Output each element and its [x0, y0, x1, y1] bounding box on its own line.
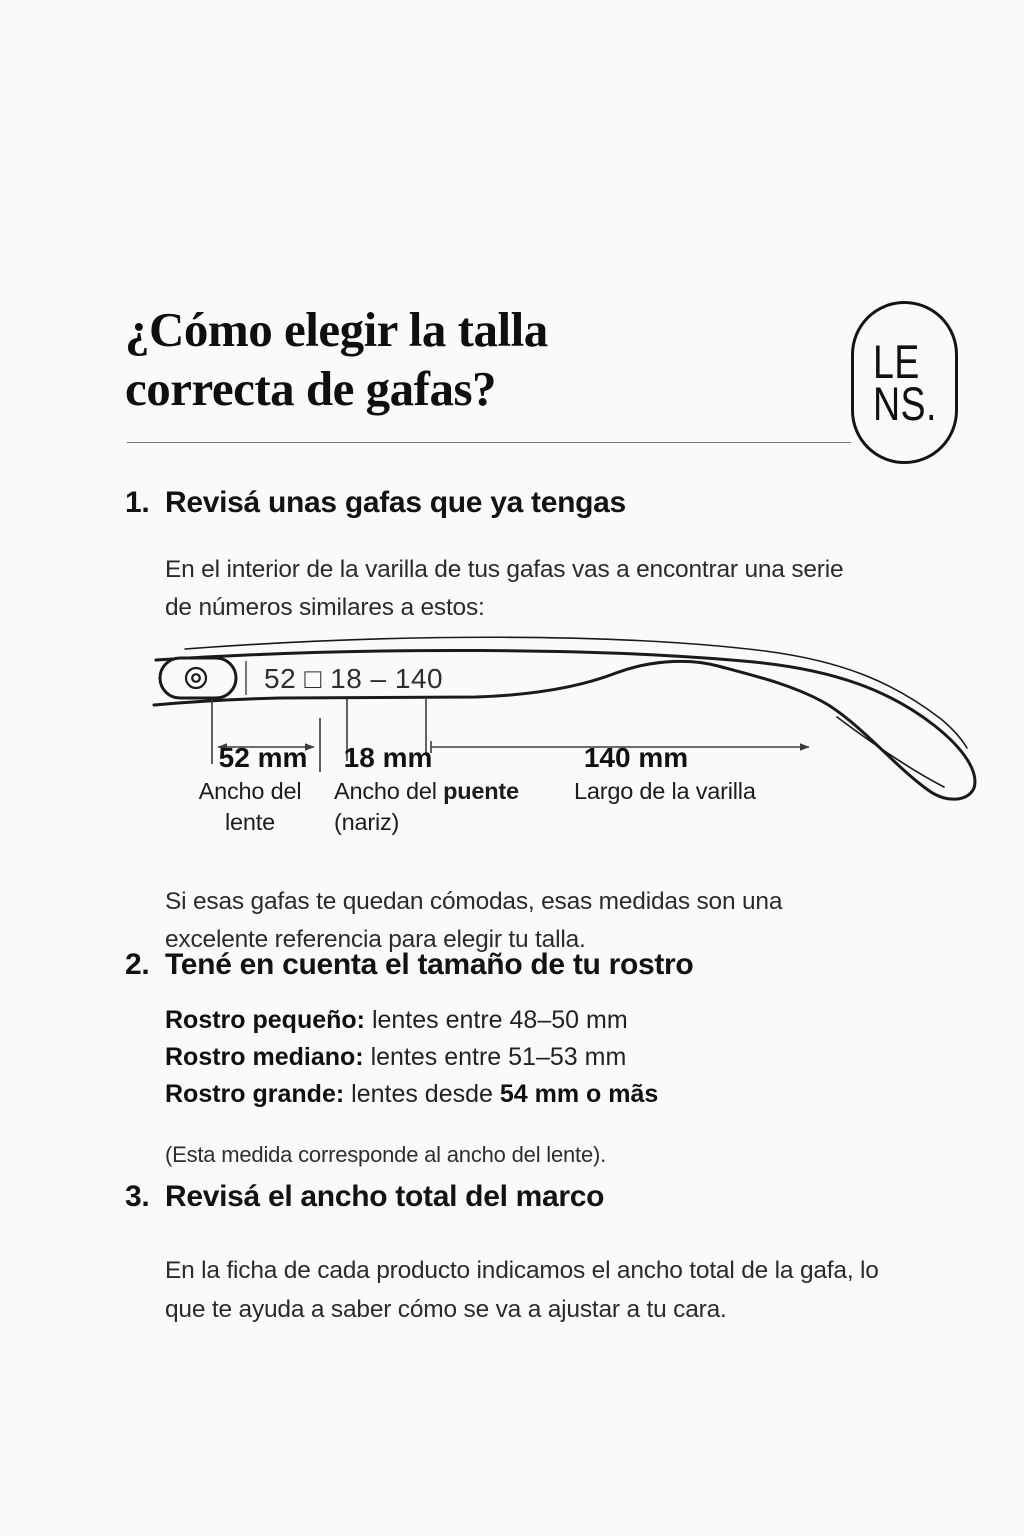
- temple-length-value: 140 mm: [583, 742, 689, 773]
- section-2-number: 2.: [125, 948, 150, 981]
- section-2-heading-text: Tené en cuenta el tamaño de tu rostro: [165, 948, 694, 981]
- section-1-outro-paragraph: Si esas gafas te quedan cómodas, esas medidas son una excelente referencia para elegir tu talla.: [165, 887, 783, 953]
- section-2-note: (Esta medida corresponde al ancho del lente).: [165, 1142, 607, 1167]
- brand-logo-text: [872, 334, 937, 430]
- section-1-number: 1.: [125, 486, 150, 519]
- list-item-label: Rostro mediano:: [165, 1043, 364, 1071]
- brand-logo-line1: LE: [872, 334, 920, 388]
- face-size-list: [165, 1002, 658, 1113]
- list-item-text: lentes desde: [344, 1080, 500, 1108]
- section-3-heading-text: Revisá el ancho total del marco: [165, 1180, 605, 1213]
- page-title-line1: ¿Cómo elegir la talla: [125, 302, 548, 357]
- page-title: [125, 300, 548, 418]
- lens-width-label-line1: Ancho del: [198, 778, 302, 804]
- section-2-heading: [125, 948, 693, 982]
- header-divider: [127, 442, 851, 443]
- list-item-text: lentes entre 51–53 mm: [363, 1043, 627, 1071]
- section-1-heading: [125, 486, 626, 520]
- bridge-width-value: 18 mm: [343, 742, 433, 773]
- bridge-width-label-line1: [334, 778, 519, 804]
- bridge-width-label-prefix: Ancho del: [334, 778, 444, 804]
- list-item-text: lentes entre 48–50 mm: [365, 1006, 628, 1034]
- page-title-line2: correcta de gafas?: [125, 361, 497, 416]
- lens-width-value: 52 mm: [218, 742, 308, 773]
- section-3-heading: [125, 1180, 604, 1214]
- section-3-number: 3.: [125, 1180, 150, 1213]
- list-item-bold-text: 54 mm o mãs: [499, 1080, 659, 1108]
- brand-logo: [851, 301, 958, 464]
- bridge-width-label-line2: (nariz): [334, 809, 400, 835]
- lens-width-label-line2: lente: [225, 809, 275, 835]
- glasses-temple-diagram: [140, 598, 1020, 860]
- section-1-intro-paragraph: En el interior de la varilla de tus gafas vas a encontrar una serie de números similares a estos:: [165, 555, 844, 621]
- list-item-label: Rostro pequeño:: [165, 1006, 365, 1034]
- list-item-medium-face: [165, 1039, 658, 1076]
- list-item-label: Rostro grande:: [165, 1080, 345, 1108]
- list-item-large-face: [165, 1076, 658, 1113]
- section-1-heading-text: Revisá unas gafas que ya tengas: [165, 486, 626, 519]
- temple-hook-highlight-line: [837, 717, 944, 787]
- brand-logo-line2: NS.: [872, 376, 937, 430]
- glasses-temple-figure: [140, 598, 1020, 860]
- hinge-capsule: [160, 658, 236, 698]
- list-item-small-face: [165, 1002, 658, 1039]
- temple-length-label: Largo de la varilla: [574, 778, 756, 804]
- section-3-paragraph: En la ficha de cada producto indicamos el ancho total de la gafa, lo que te ayuda a saber cómo se va a ajustar a tu cara.: [165, 1256, 879, 1323]
- engraving-text: 52 □ 18 – 140: [264, 663, 444, 694]
- bridge-width-label-bold: puente: [443, 778, 519, 804]
